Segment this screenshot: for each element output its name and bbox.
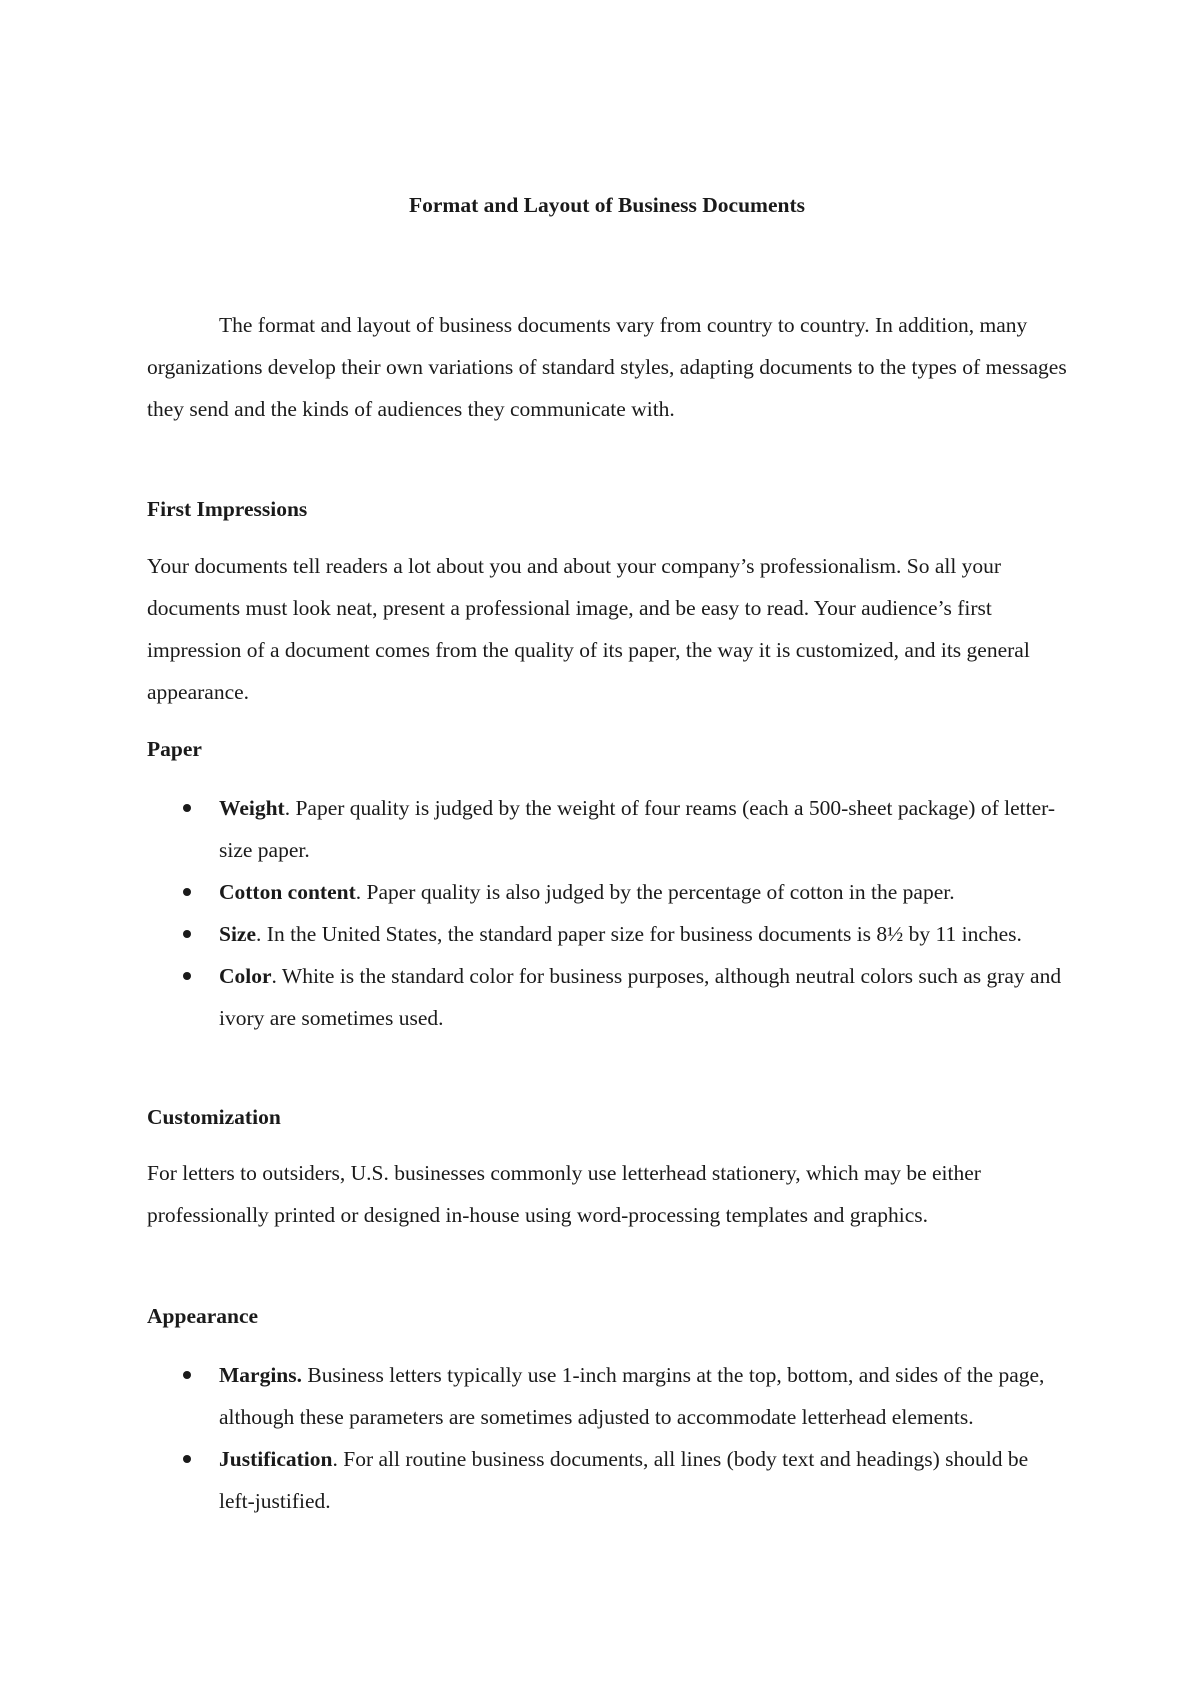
list-item-term: Size [219,922,257,946]
bullet-icon [183,1371,191,1379]
list-item-text: . Paper quality is also judged by the percentage of cotton in the paper. [355,880,955,904]
bullet-icon [183,930,191,938]
bullet-icon [183,804,191,812]
document-title: Format and Layout of Business Documents [409,193,805,217]
list-item [147,1354,1067,1438]
list-item [147,871,1067,913]
bullet-icon [183,888,191,896]
list-item-term: Margins. [219,1363,303,1387]
list-item-text: . Paper quality is judged by the weight of four reams (each a 500-sheet package) of letter-size paper. [219,796,1055,862]
list-item-text: . For all routine business documents, all lines (body text and headings) should be left-justified. [219,1447,1029,1513]
list-item [147,787,1067,871]
customization-paragraph: For letters to outsiders, U.S. businesses commonly use letterhead stationery, which may be either professionally printed or designed in-house using word-processing templates and graphics. [147,1161,981,1227]
paper-list [147,787,1067,1039]
appearance-list [147,1354,1067,1522]
list-item [147,913,1067,955]
list-item-term: Weight [219,796,285,820]
list-item [147,955,1067,1039]
heading-first-impressions: First Impressions [147,497,308,521]
list-item-term: Color [219,964,272,988]
bullet-icon [183,972,191,980]
first-impressions-paragraph: Your documents tell readers a lot about you and about your company’s professionalism. So all your documents must look neat, present a professional image, and be easy to read. Your audience’s first impression of a document comes from the quality of its paper, the way it is customized, and its general appearance. [147,554,1030,704]
heading-customization: Customization [147,1105,281,1129]
list-item-term: Justification [219,1447,333,1471]
heading-appearance: Appearance [147,1304,259,1328]
bullet-icon [183,1455,191,1463]
list-item [147,1438,1067,1522]
intro-paragraph: The format and layout of business documents vary from country to country. In addition, many organizations develop their own variations of standard styles, adapting documents to the types of messages they send and the kinds of audiences they communicate with. [147,313,1067,421]
list-item-text: Business letters typically use 1-inch margins at the top, bottom, and sides of the page, although these parameters are sometimes adjusted to accommodate letterhead elements. [219,1363,1045,1429]
list-item-text: . White is the standard color for business purposes, although neutral colors such as gray and ivory are sometimes used. [219,964,1062,1030]
list-item-text: . In the United States, the standard paper size for business documents is 8½ by 11 inches. [256,922,1022,946]
list-item-term: Cotton content [219,880,356,904]
heading-paper: Paper [147,737,202,761]
